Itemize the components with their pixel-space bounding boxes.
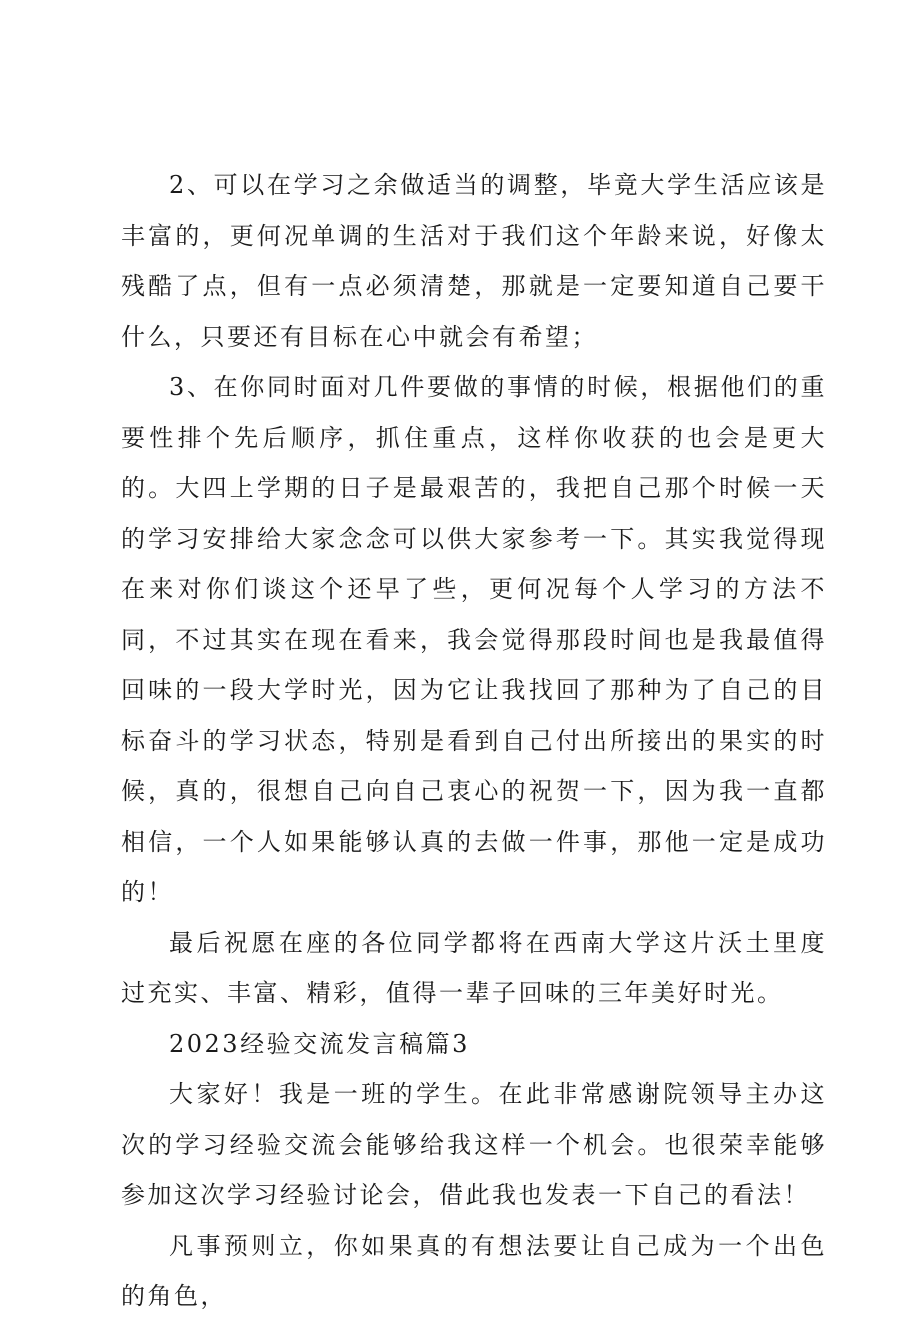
greeting-paragraph: 大家好！我是一班的学生。在此非常感谢院领导主办这次的学习经验交流会能够给我这样一个机会。也很荣幸能够参加这次学习经验讨论会，借此我也发表一下自己的看法！ (121, 1080, 827, 1209)
paragraph-item-2: 2、可以在学习之余做适当的调整，毕竟大学生活应该是丰富的，更何况单调的生活对于我们这个年龄来说，好像太残酷了点，但有一点必须清楚，那就是一定要知道自己要干什么，只要还有目标在心中就会有希望； (121, 171, 827, 351)
section-heading: 2023经验交流发言稿篇3 (169, 1029, 470, 1058)
paragraph-item-3: 3、在你同时面对几件要做的事情的时候，根据他们的重要性排个先后顺序，抓住重点，这样你收获的也会是更大的。大四上学期的日子是最艰苦的，我把自己那个时候一天的学习安排给大家念念可以供大家参考一下。其实我觉得现在来对你们谈这个还早了些，更何况每个人学习的方法不同，不过其实在现在看来，我会觉得那段时间也是我最值得回味的一段大学时光，因为它让我找回了那种为了自己的目标奋斗的学习状态，特别是看到自己付出所接出的果实的时候，真的，很想自己向自己衷心的祝贺一下，因为我一直都相信，一个人如果能够认真的去做一件事，那他一定是成功的！ (121, 373, 827, 906)
document-body (121, 160, 827, 1322)
continuation-paragraph: 凡事预则立，你如果真的有想法要让自己成为一个出色的角色， (121, 1231, 827, 1310)
closing-paragraph: 最后祝愿在座的各位同学都将在西南大学这片沃土里度过充实、丰富、精彩，值得一辈子回味的三年美好时光。 (121, 928, 827, 1007)
